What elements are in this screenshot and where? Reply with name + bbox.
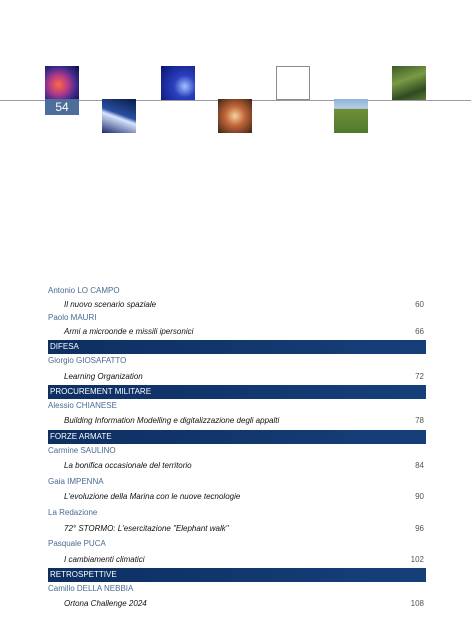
toc-title-text: Armi a microonde e missili ipersonici <box>64 326 194 336</box>
toc-author: Pasquale PUCA <box>48 539 106 549</box>
toc-page-number: 108 <box>410 599 424 609</box>
building-model-thumbnail[interactable] <box>102 99 136 133</box>
landscape-thumbnail[interactable] <box>334 99 368 133</box>
toc-page-number: 72 <box>415 371 424 381</box>
toc-article-title[interactable] <box>48 325 426 339</box>
toc-page-number: 66 <box>415 326 424 336</box>
toc-title-text: I cambiamenti climatici <box>64 554 145 564</box>
toc-author: Carmine SAULINO <box>48 445 116 455</box>
toc-page-number: 60 <box>415 299 424 309</box>
toc-author: Antonio LO CAMPO <box>48 286 120 295</box>
toc-title-text: Ortona Challenge 2024 <box>64 599 147 609</box>
toc-article-title[interactable] <box>48 490 426 504</box>
ordnance-thumbnail[interactable] <box>218 99 252 133</box>
toc-article-title[interactable] <box>48 298 426 312</box>
section-header: RETROSPETTIVE <box>48 568 426 582</box>
toc-article-title[interactable] <box>48 459 426 473</box>
toc-author: La Redazione <box>48 507 98 517</box>
page-number-badge: 54 <box>45 99 79 115</box>
toc-title-text: Learning Organization <box>64 371 143 381</box>
toc-author: Camillo DELLA NEBBIA <box>48 583 134 593</box>
satellite-thumbnail[interactable] <box>161 66 195 100</box>
toc-author: Paolo MAURI <box>48 313 97 323</box>
table-of-contents <box>48 284 426 611</box>
toc-article-title[interactable] <box>48 597 426 611</box>
space-scene-thumbnail[interactable] <box>45 66 79 100</box>
toc-author: Alessio CHIANESE <box>48 400 117 410</box>
forest-stream-thumbnail[interactable] <box>392 66 426 100</box>
section-header: FORZE ARMATE <box>48 430 426 444</box>
toc-page-number: 78 <box>415 416 424 426</box>
toc-title-text: Building Information Modelling e digitalizzazione degli appalti <box>64 416 280 426</box>
toc-article-title[interactable] <box>48 553 426 567</box>
toc-article-title[interactable] <box>48 522 426 536</box>
toc-title-text: 72° STORMO: L'esercitazione "Elephant walk" <box>64 523 229 533</box>
toc-page-number: 96 <box>415 523 424 533</box>
toc-author: Gaia IMPENNA <box>48 476 104 486</box>
section-header: DIFESA <box>48 340 426 354</box>
blank-thumbnail[interactable] <box>276 66 310 100</box>
toc-article-title[interactable] <box>48 370 426 384</box>
toc-article-title[interactable] <box>48 414 426 428</box>
toc-title-text: L'evoluzione della Marina con le nuove tecnologie <box>64 492 241 502</box>
toc-page-number: 102 <box>410 554 424 564</box>
section-header: PROCUREMENT MILITARE <box>48 385 426 399</box>
toc-title-text: Il nuovo scenario spaziale <box>64 299 157 309</box>
toc-page-number: 84 <box>415 461 424 471</box>
toc-author: Giorgio GIOSAFATTO <box>48 355 127 365</box>
toc-title-text: La bonifica occasionale del territorio <box>64 461 192 471</box>
toc-page-number: 90 <box>415 492 424 502</box>
